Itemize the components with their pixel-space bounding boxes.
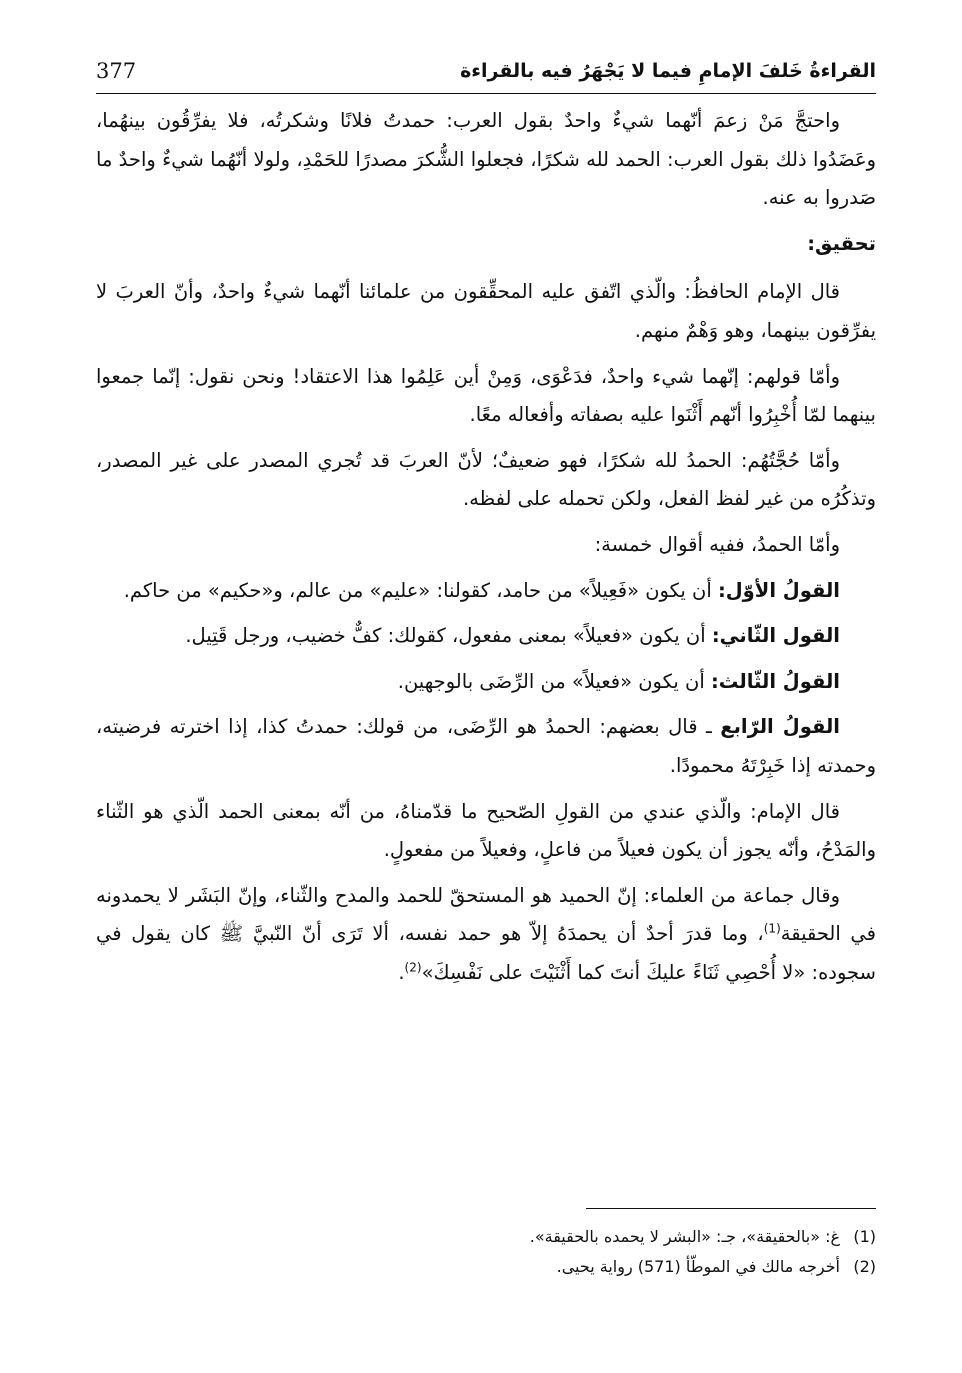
- opinion-term: القولُ الأوّل:: [717, 578, 840, 602]
- paragraph-text: .: [398, 960, 405, 984]
- opinion-term: القولُ الرّابع: [720, 715, 840, 739]
- paragraph: [96, 877, 876, 993]
- footnote-text: غ: «بالحقيقة»، جـ: «البشر لا يحمده بالحقيقة».: [529, 1227, 840, 1246]
- paragraph-text: وقال جماعة من العلماء: إنّ الحميد هو المستحقّ للحمد والمدح والثّناء، وإنّ البَشَر لا يحمدونه في الحقيقة: [96, 883, 877, 946]
- paragraph: قال الإمام: والّذي عندي من القولِ الصّحيح ما قدّمناهُ، من أنّه بمعنى الحمد الّذي هو الثّناء والمَدْحُ، وأنّه يجوز أن يكون فعيلاً من فاعلٍ، وفعيلاً من مفعولٍ.: [96, 799, 876, 862]
- footnote-ref[interactable]: (2): [404, 960, 422, 975]
- footnote-number: (1): [853, 1227, 876, 1246]
- paragraph: قال الإمام الحافظُ: والّذي اتّفق عليه المحقِّقون من علمائنا أنّهما شيءٌ واحدٌ، وأنّ العربَ لا يفرِّقون بينهما، وهو وَهْمٌ منهم.: [96, 280, 876, 342]
- paragraph: وأمّا الحمدُ، ففيه أقوال خمسة:: [594, 532, 840, 556]
- footnote-number: (2): [853, 1257, 876, 1276]
- footnote: [96, 1252, 876, 1282]
- footnote-ref[interactable]: (1): [763, 921, 781, 936]
- opinion-term: القول الثّاني:: [711, 624, 840, 648]
- opinion-paragraph: [96, 617, 876, 656]
- footnote-text: أخرجه مالك في الموطّأ (571) رواية يحيى.: [556, 1257, 840, 1276]
- main-text: [96, 102, 876, 999]
- opinion-paragraph: [96, 663, 876, 702]
- section-heading: تحقيق:: [807, 231, 876, 255]
- opinion-text: أن يكون «فَعِيلاً» من حامد، كقولنا: «عليم» من عالم، و«حكيم» من حاكم.: [123, 578, 718, 602]
- paragraph: وأمّا قولهم: إنّهما شيء واحدٌ، فدَعْوَى، وَمِنْ أين عَلِمُوا هذا الاعتقاد! ونحن نقول: إنّما جمعوا بينهما لمّا أُخْبِرُوا أنّهم أَثْنَوا عليه بصفاته وأفعاله معًا.: [96, 364, 876, 427]
- footnote-divider: [586, 1208, 876, 1209]
- footnotes: [96, 1222, 876, 1282]
- page-number: 377: [96, 59, 137, 83]
- page-header: [96, 54, 876, 88]
- footnote: [96, 1222, 876, 1252]
- header-divider: [96, 93, 876, 94]
- opinion-text: أن يكون «فعيلاً» بمعنى مفعول، كقولك: كفٌّ خضيب، ورجل قَتِيل.: [185, 624, 712, 648]
- running-title: القراءةُ خَلفَ الإمامِ فيما لا يَجْهَرُ فيه بالقراءة: [460, 60, 876, 82]
- opinion-paragraph: [96, 572, 876, 611]
- opinion-paragraph: [96, 708, 876, 785]
- opinion-term: القولُ الثّالث:: [710, 669, 840, 693]
- paragraph: وأمّا حُجَّتُهُم: الحمدُ لله شكرًا، فهو ضعيفٌ؛ لأنّ العربَ قد تُجري المصدر على غير المصدر، وتذكُرُه من غير لفظ الفعل، ولكن تحمله على لفظه.: [96, 448, 876, 511]
- paragraph: واحتجَّ مَنْ زعمَ أنّهما شيءٌ واحدٌ بقول العرب: حمدتُ فلانًا وشكرتُه، فلا يفرِّقُون بينهُما، وعَضَدُوا ذلك بقول العرب: الحمد لله شكرًا، فجعلوا الشُّكرَ مصدرًا للحَمْدِ، ولولا أنّهُما شيءٌ واحدٌ ما صَدروا به عنه.: [96, 109, 876, 210]
- paragraph-text: ، وما قدرَ أحدٌ أن يحمدَهُ إلاّ هو حمد نفسه، ألا تَرَى أنّ النّبيَّ ﷺ كان يقول في سجوده: «لا أُحْصِي ثَنَاءً عليكَ أنتَ كما أَثْنَيْتَ على نَفْسِكَ»: [96, 922, 876, 984]
- opinion-text: ـ قال بعضهم: الحمدُ هو الرِّضَى، من قولك: حمدتُ كذا، إذا اخترته فرضيته، وحمدته إذا خَبِرْتَهُ محمودًا.: [96, 715, 876, 777]
- opinion-text: أن يكون «فعيلاً» من الرِّضَى بالوجهين.: [397, 669, 711, 693]
